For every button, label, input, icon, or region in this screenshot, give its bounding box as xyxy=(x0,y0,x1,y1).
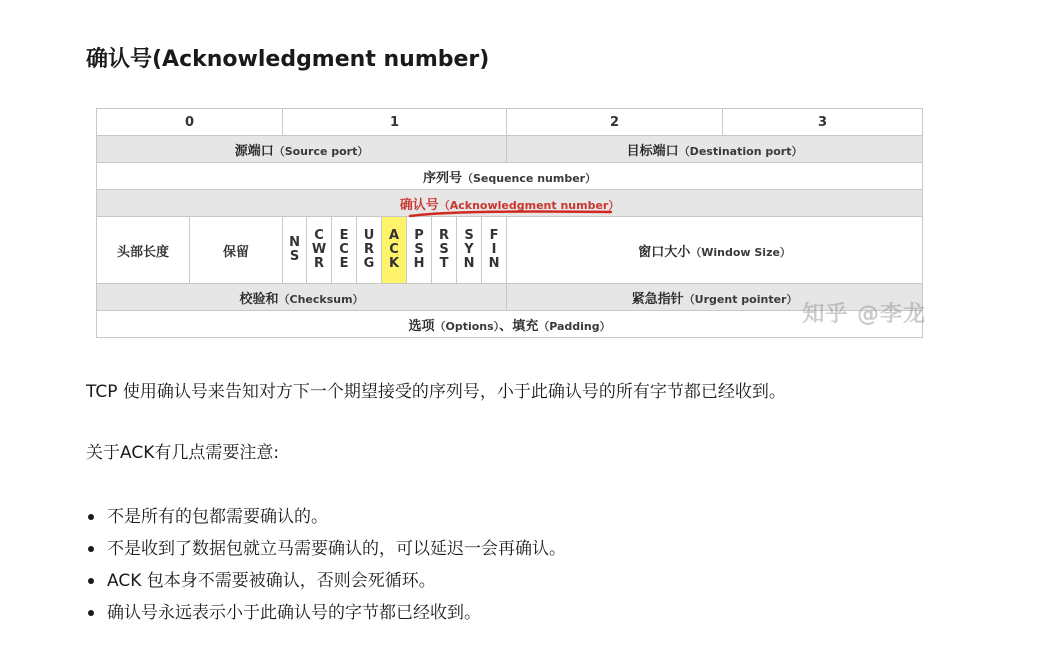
bit-column-row xyxy=(97,109,923,136)
flag-ns xyxy=(283,217,307,284)
flag-letter: F xyxy=(489,228,499,243)
flag-letter: E xyxy=(339,228,349,243)
destination-port-cell xyxy=(507,136,923,163)
flag-letter: N xyxy=(289,235,300,250)
checksum-row xyxy=(97,284,923,311)
sequence-row xyxy=(97,163,923,190)
bit-column-2: 2 xyxy=(507,109,723,136)
list-item: ACK 包本身不需要被确认，否则会死循环。 xyxy=(86,565,566,597)
flag-ece xyxy=(332,217,357,284)
source-port-cell xyxy=(97,136,507,163)
ack-number-en: （Acknowledgment number） xyxy=(438,198,620,212)
flag-letter: G xyxy=(363,256,375,271)
flag-letter: S xyxy=(464,228,474,243)
flag-syn xyxy=(457,217,482,284)
window-size-cell xyxy=(507,217,923,284)
tcp-header-diagram xyxy=(96,108,946,344)
ports-row xyxy=(97,136,923,163)
flag-letter: R xyxy=(439,228,450,243)
flag-letter: T xyxy=(439,256,449,271)
options-label: 选项 xyxy=(408,318,435,334)
checksum-label: 校验和 xyxy=(239,291,279,307)
flag-cwr xyxy=(307,217,332,284)
urgent-pointer-label: 紧急指针 xyxy=(631,291,684,307)
flag-letter: W xyxy=(311,242,327,257)
destination-port-label: 目标端口 xyxy=(626,143,679,159)
reserved-cell: 保留 xyxy=(190,217,283,284)
checksum-en: （Checksum） xyxy=(278,292,364,306)
ack-notes-intro: 关于ACK有几点需要注意: xyxy=(86,443,280,463)
options-cell xyxy=(97,311,923,338)
flag-psh xyxy=(407,217,432,284)
ack-notes-list xyxy=(86,501,566,629)
bit-column-0: 0 xyxy=(97,109,283,136)
flags-row xyxy=(97,217,923,284)
flag-letter: H xyxy=(413,256,425,271)
source-port-label: 源端口 xyxy=(234,143,274,159)
flag-rst xyxy=(432,217,457,284)
options-en: （Options） xyxy=(434,319,500,333)
watermark: 知乎 @李龙 xyxy=(802,302,926,327)
source-port-en: （Source port） xyxy=(273,144,369,158)
list-item: 不是收到了数据包就立马需要确认的，可以延迟一会再确认。 xyxy=(86,533,566,565)
flag-letter: C xyxy=(339,242,349,257)
destination-port-en: （Destination port） xyxy=(678,144,803,158)
ack-underline-mark xyxy=(408,208,613,220)
flag-letter: S xyxy=(289,249,300,264)
urgent-pointer-en: （Urgent pointer） xyxy=(683,292,798,306)
ack-description: TCP 使用确认号来告知对方下一个期望接受的序列号，小于此确认号的所有字节都已经收到。 xyxy=(86,382,786,402)
padding-en: （Padding） xyxy=(538,319,611,333)
flag-fin xyxy=(482,217,507,284)
bit-column-1: 1 xyxy=(283,109,507,136)
flag-urg xyxy=(357,217,382,284)
flag-letter: S xyxy=(414,242,424,257)
flag-letter: N xyxy=(463,256,475,271)
ack-number-label: 确认号 xyxy=(399,197,439,213)
flag-letter: C xyxy=(314,228,324,243)
flag-letter: N xyxy=(488,256,500,271)
sequence-number-en: （Sequence number） xyxy=(462,171,597,185)
flag-letter: S xyxy=(439,242,449,257)
page-title: 确认号(Acknowledgment number) xyxy=(86,47,490,72)
flag-letter: R xyxy=(364,242,375,257)
options-separator: 、 xyxy=(499,318,513,334)
flag-letter: A xyxy=(388,228,400,243)
list-item: 不是所有的包都需要确认的。 xyxy=(86,501,566,533)
flag-letter: C xyxy=(389,242,399,257)
sequence-number-cell xyxy=(97,163,923,190)
header-length-cell: 头部长度 xyxy=(97,217,190,284)
tcp-header-table xyxy=(96,108,923,338)
flag-letter: I xyxy=(491,242,497,257)
flag-ack xyxy=(382,217,407,284)
window-size-label: 窗口大小 xyxy=(638,244,691,260)
flag-letter: K xyxy=(388,256,400,271)
flag-letter: Y xyxy=(464,242,474,257)
bit-column-3: 3 xyxy=(723,109,923,136)
window-size-en: （Window Size） xyxy=(690,245,791,259)
padding-label: 填充 xyxy=(512,318,539,334)
flag-letter: E xyxy=(339,256,349,271)
options-row xyxy=(97,311,923,338)
flag-letter: U xyxy=(363,228,375,243)
checksum-cell xyxy=(97,284,507,311)
list-item: 确认号永远表示小于此确认号的字节都已经收到。 xyxy=(86,597,566,629)
sequence-number-label: 序列号 xyxy=(422,170,462,186)
flag-letter: R xyxy=(314,256,325,271)
flag-letter: P xyxy=(414,228,424,243)
